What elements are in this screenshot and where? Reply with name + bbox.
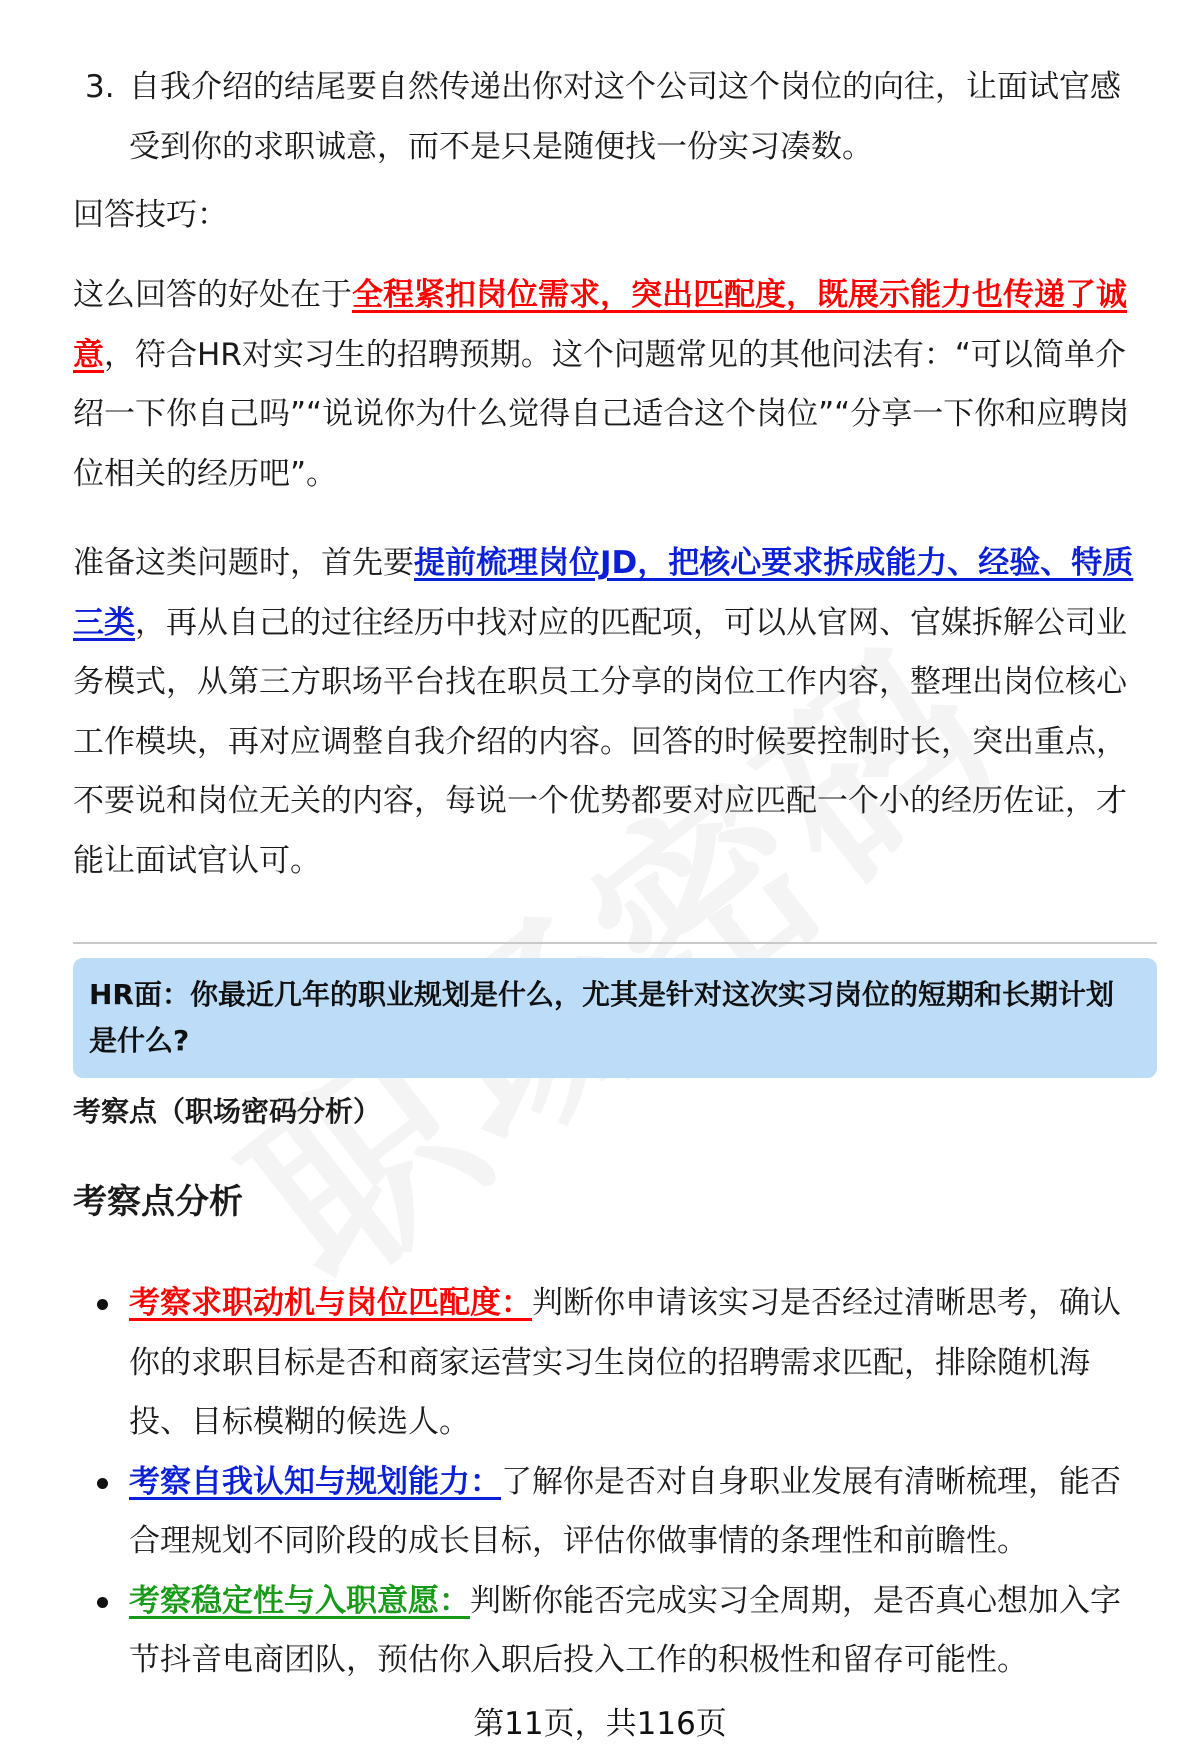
list-item: [73, 58, 1148, 177]
question-text: HR面：你最近几年的职业规划是什么，尤其是针对这次实习岗位的短期和长期计划是什么?: [89, 978, 1114, 1057]
sub-heading: 考察点（职场密码分析）: [73, 1095, 382, 1128]
bullet-text: 了解你是否对自身职业发展有清晰梳理，能否合理规划不同阶段的成长目标，评估你做事情的条理性和前瞻性。: [129, 1463, 1121, 1559]
page-number: 第11页，共116页: [473, 1706, 727, 1742]
tips-paragraph-2: [73, 534, 1148, 891]
bullet-text: 判断你能否完成实习全周期，是否真心想加入字节抖音电商团队，预估你入职后投入工作的积极性和留存可能性。: [129, 1582, 1121, 1678]
bullet-list: [73, 1274, 1148, 1691]
bullet-icon: [97, 1299, 108, 1310]
bullet-text: 判断你申请该实习是否经过清晰思考，确认你的求职目标是否和商家运营实习生岗位的招聘需求匹配，排除随机海投、目标模糊的候选人。: [129, 1285, 1121, 1440]
question-box: [73, 958, 1157, 1078]
list-item: [73, 1572, 1148, 1691]
highlight-text: 全程紧扣岗位需求，突出匹配度，既展示能力也传递了诚意: [73, 277, 1127, 373]
list-item: [73, 1453, 1148, 1572]
list-number: 3.: [85, 69, 115, 105]
paragraph-text: 这么回答的好处在于: [73, 277, 352, 313]
paragraph-text: ，符合HR对实习生的招聘预期。这个问题常见的其他问法有：“可以简单介绍一下你自己吗”“说说你为什么觉得自己适合这个岗位”“分享一下你和应聘岗位相关的经历吧”。: [73, 336, 1130, 492]
list-item: [73, 1274, 1148, 1453]
bullet-label: 考察求职动机与岗位匹配度：: [129, 1285, 532, 1321]
tips-label: 回答技巧：: [73, 197, 228, 233]
bullet-label: 考察自我认知与规划能力：: [129, 1463, 501, 1500]
list-item-text: 自我介绍的结尾要自然传递出你对这个公司这个岗位的向往，让面试官感受到你的求职诚意，而不是只是随便找一份实习凑数。: [129, 69, 1121, 165]
tips-paragraph-1: [73, 266, 1148, 504]
paragraph-text: ，再从自己的过往经历中找对应的匹配项，可以从官网、官媒拆解公司业务模式，从第三方职场平台找在职员工分享的岗位工作内容，整理出岗位核心工作模块，再对应调整自我介绍的内容。回答的时候要控制时长，突出重点，不要说和岗位无关的内容，每说一个优势都要对应匹配一个小的经历佐证，才能让面试官认可。: [73, 604, 1127, 879]
section-divider: [73, 942, 1157, 944]
bullet-label: 考察稳定性与入职意愿：: [129, 1582, 470, 1619]
highlight-text: 提前梳理岗位JD，把核心要求拆成能力、经验、特质三类: [73, 545, 1134, 641]
bullet-icon: [97, 1478, 108, 1489]
bullet-icon: [97, 1597, 108, 1608]
section-heading: 考察点分析: [73, 1182, 243, 1222]
paragraph-text: 准备这类问题时，首先要: [73, 545, 414, 581]
